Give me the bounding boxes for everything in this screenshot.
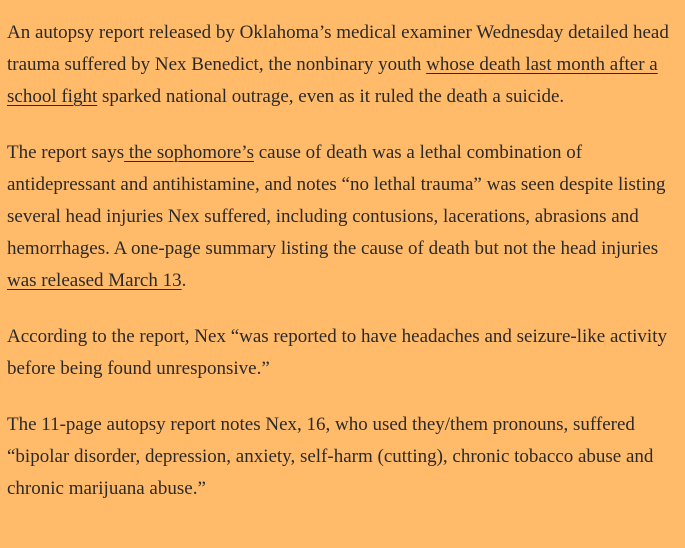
paragraph-headaches-seizures [7,321,678,385]
paragraph-text: cause of death was a lethal combination of antidepressant and antihistamine, and notes “no lethal trauma” was seen despite listing several head injuries Nex suffered, including contusions, lacerations, abrasions and hemorrhages. A one-page summary listing the cause of death but not the head injuries [7,142,666,259]
paragraph-text: sparked national outrage, even as it ruled the death a suicide. [97,86,565,107]
paragraph-autopsy-intro [7,17,678,113]
paragraph-text: The report says [7,142,125,163]
paragraph-text: . [181,270,187,291]
paragraph-text: According to the report, Nex “was reported to have headaches and seizure-like activity before being found unresponsive.” [7,326,667,379]
link-released-march-13[interactable]: was released March 13 [7,270,182,291]
paragraph-text: The 11-page autopsy report notes Nex, 16, who used they/them pronouns, suffered “bipolar disorder, depression, anxiety, self-harm (cutting), chronic tobacco abuse and chronic marijuana abuse.” [7,414,654,499]
link-death-last-month[interactable]: whose death last month after a school fight [7,54,658,107]
link-the-sophomore[interactable]: the sophomore’s [124,142,254,163]
paragraph-cause-of-death [7,137,678,297]
paragraph-text: An autopsy report released by Oklahoma’s medical examiner Wednesday detailed head trauma suffered by Nex Benedict, the nonbinary youth [7,22,669,75]
paragraph-report-notes [7,409,678,505]
